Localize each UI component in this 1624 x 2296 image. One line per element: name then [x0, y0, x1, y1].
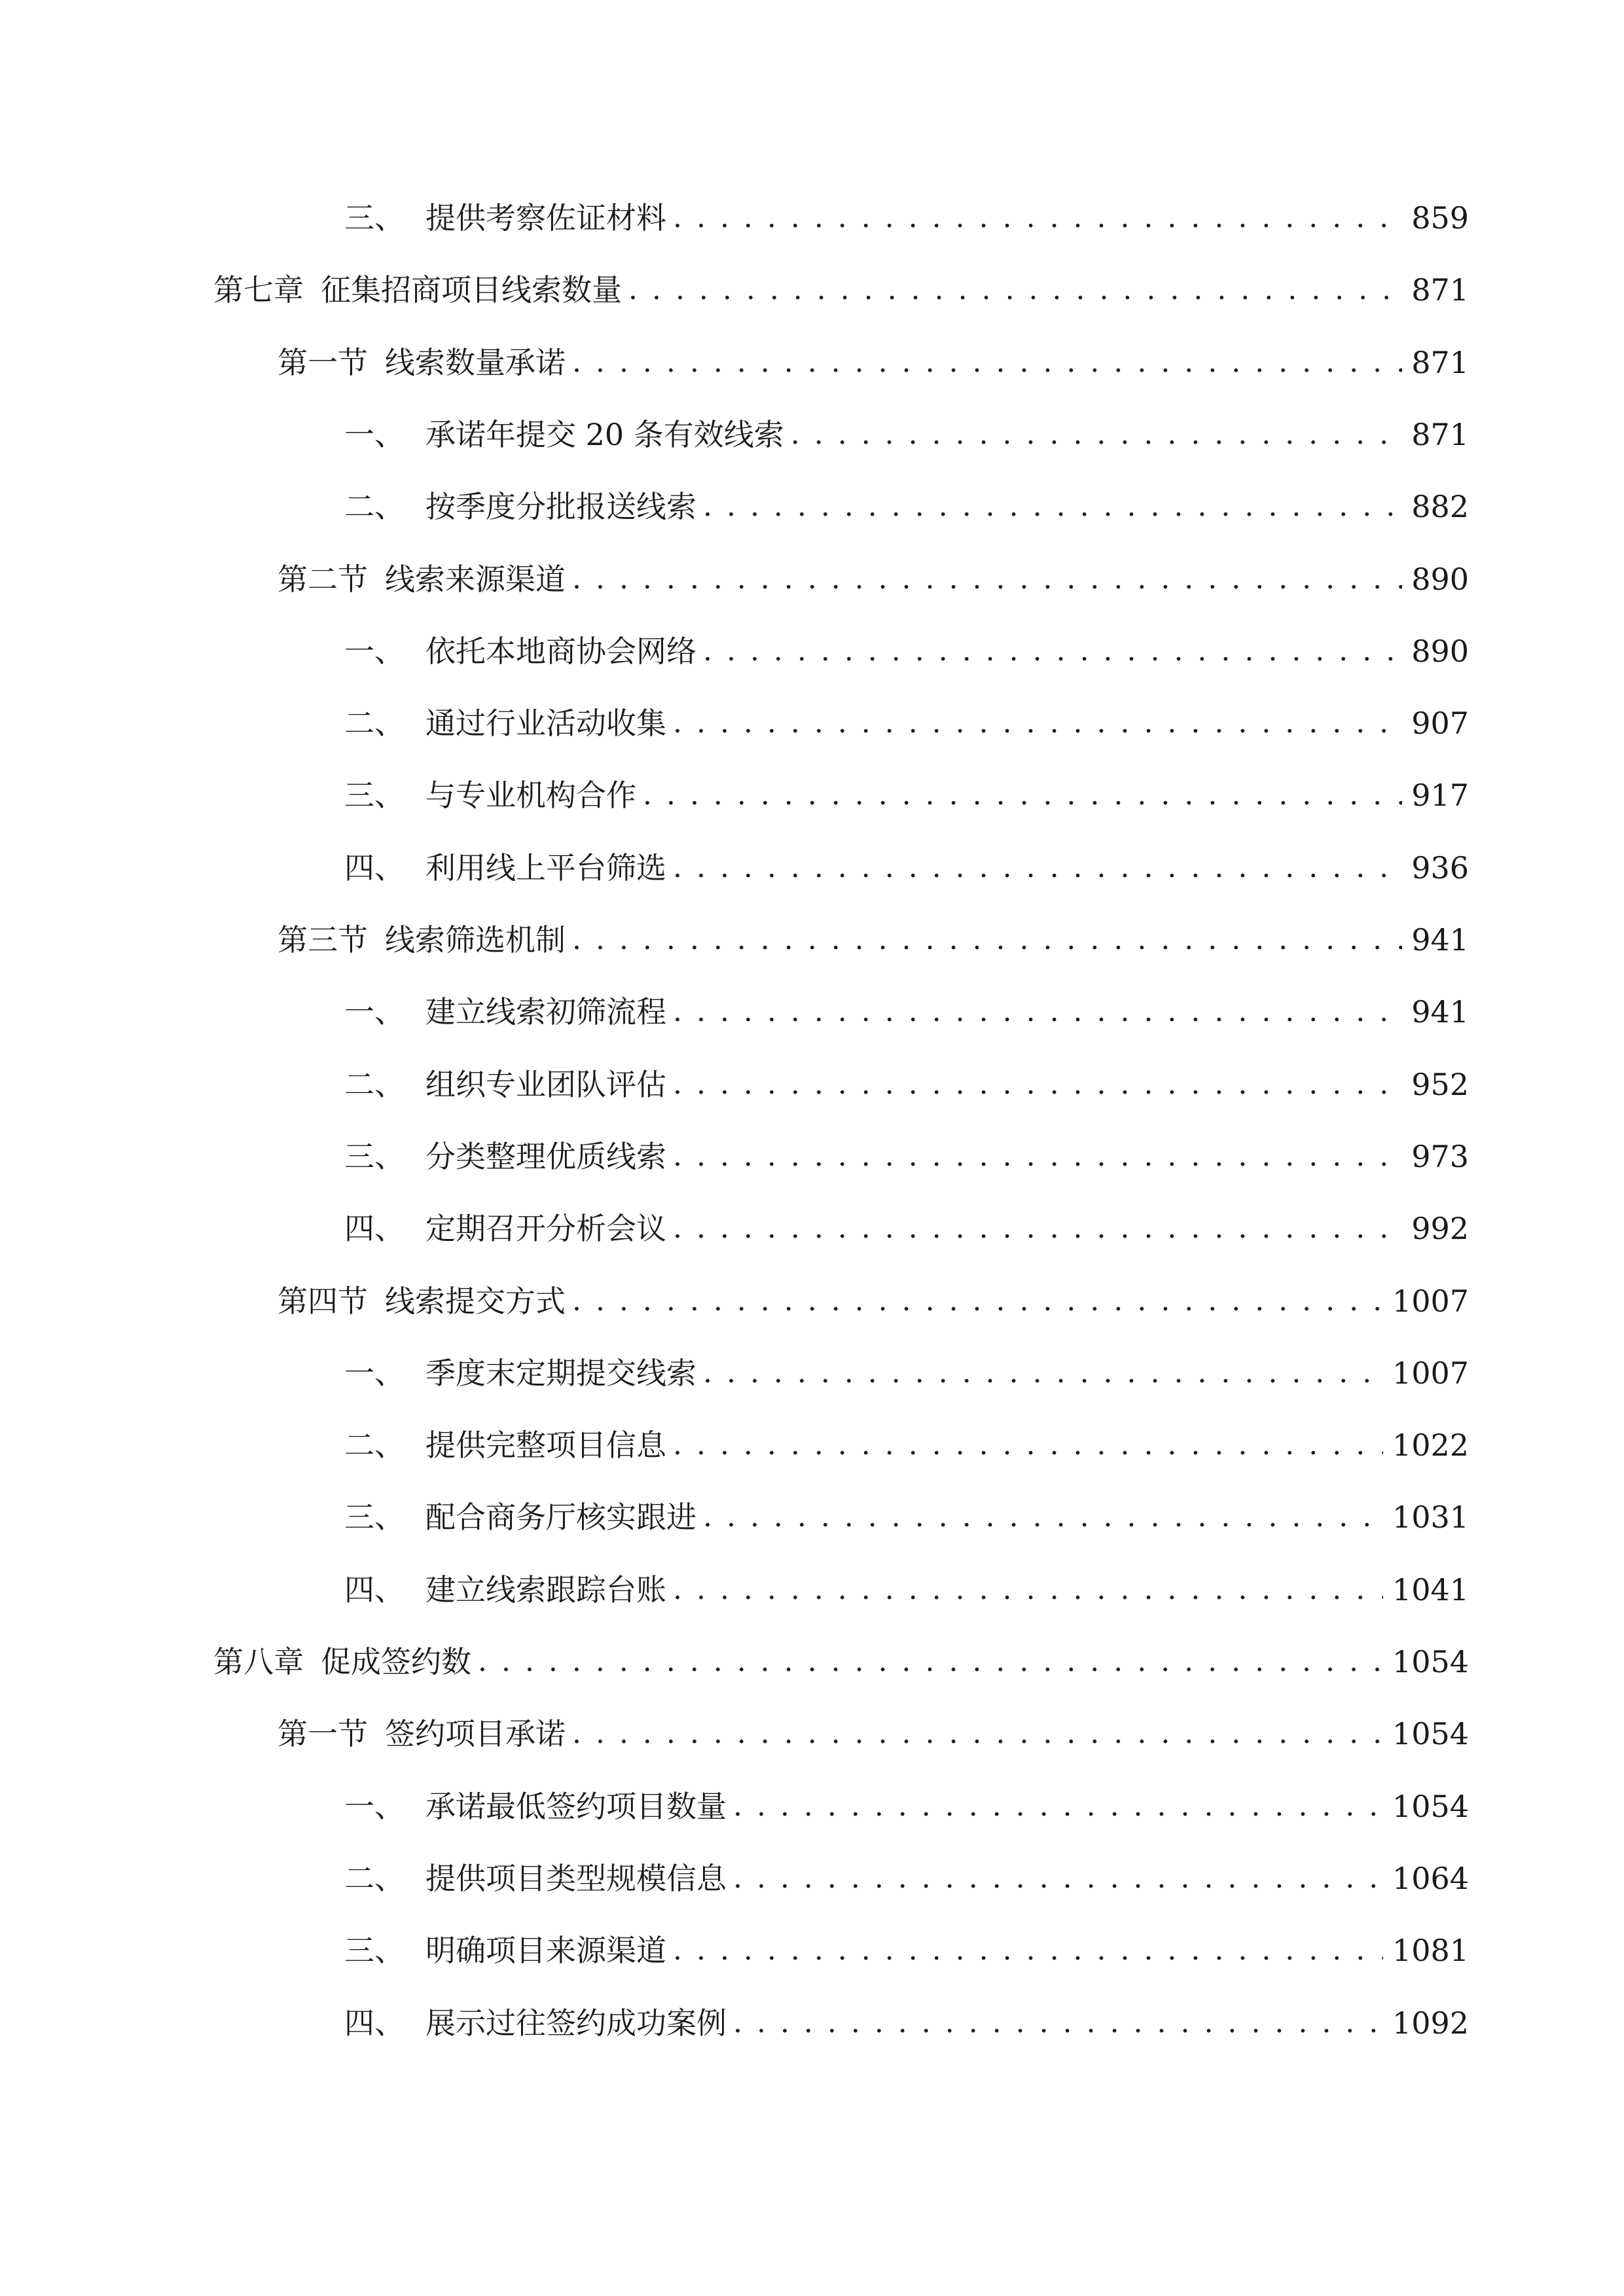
toc-entry[interactable]	[344, 1928, 1469, 1973]
toc-entry-page-number: 1007	[1392, 1355, 1469, 1391]
dot-leader	[572, 917, 1402, 963]
toc-entry-number: 一、	[344, 417, 405, 452]
toc-entry-number: 第二节	[278, 562, 368, 597]
toc-entry-title: 分类整理优质线索	[425, 1139, 666, 1174]
toc-entry-title: 按季度分批报送线索	[425, 489, 696, 524]
toc-entry[interactable]	[344, 772, 1469, 818]
toc-entry-title: 线索提交方式	[385, 1283, 566, 1319]
toc-entry-number: 四、	[344, 1572, 405, 1607]
dot-leader	[572, 340, 1402, 386]
toc-entry-page-number: 1054	[1392, 1716, 1469, 1751]
toc-entry-page-number: 871	[1411, 345, 1469, 380]
toc-entry-title: 依托本地商协会网络	[425, 634, 696, 669]
dot-leader	[791, 412, 1402, 457]
toc-entry-title: 定期召开分析会议	[425, 1211, 666, 1246]
toc-entry-page-number: 859	[1411, 200, 1469, 236]
dot-leader	[673, 1134, 1402, 1179]
dot-leader	[572, 1278, 1383, 1324]
toc-entry[interactable]	[344, 1134, 1469, 1179]
toc-entry-page-number: 1064	[1392, 1861, 1469, 1896]
dot-leader	[673, 1567, 1383, 1613]
toc-entry-title: 组织专业团队评估	[425, 1067, 666, 1102]
toc-entry-number: 二、	[344, 1861, 405, 1896]
toc-entry[interactable]	[344, 195, 1469, 241]
toc-entry-page-number: 1022	[1392, 1427, 1469, 1463]
toc-entry-title: 线索数量承诺	[385, 345, 566, 380]
toc-entry[interactable]	[278, 340, 1469, 386]
dot-leader	[673, 1062, 1402, 1107]
toc-entry-title: 签约项目承诺	[385, 1716, 566, 1751]
toc-entry-number: 一、	[344, 634, 405, 669]
dot-leader	[673, 1928, 1383, 1973]
toc-entry-page-number: 1041	[1392, 1572, 1469, 1607]
toc-entry-page-number: 907	[1411, 706, 1469, 741]
toc-entry-number: 二、	[344, 1067, 405, 1102]
dot-leader	[572, 556, 1402, 602]
toc-entry-title: 展示过往签约成功案例	[425, 2005, 727, 2041]
dot-leader	[673, 195, 1402, 241]
toc-entry[interactable]	[278, 1278, 1469, 1324]
toc-entry-number: 三、	[344, 778, 405, 813]
toc-entry-number: 二、	[344, 1427, 405, 1463]
dot-leader	[673, 1206, 1402, 1251]
dot-leader	[703, 484, 1402, 529]
dot-leader	[703, 1494, 1383, 1540]
toc-entry-number: 第四节	[278, 1283, 368, 1319]
toc-entry-number: 三、	[344, 1139, 405, 1174]
dot-leader	[628, 267, 1402, 313]
toc-entry-number: 第八章	[213, 1644, 304, 1679]
toc-entry-title: 提供考察佐证材料	[425, 200, 666, 236]
toc-entry-page-number: 1054	[1392, 1789, 1469, 1824]
toc-entry[interactable]	[344, 1062, 1469, 1107]
toc-entry[interactable]	[344, 1784, 1469, 1829]
toc-entry-number: 四、	[344, 1211, 405, 1246]
toc-entry[interactable]	[344, 1856, 1469, 1901]
toc-entry[interactable]	[344, 412, 1469, 457]
dot-leader	[733, 1856, 1383, 1901]
toc-entry-number: 一、	[344, 994, 405, 1030]
dot-leader	[673, 989, 1402, 1035]
toc-entry-title: 季度末定期提交线索	[425, 1355, 696, 1391]
toc-entry[interactable]	[344, 1494, 1469, 1540]
toc-entry-page-number: 1054	[1392, 1644, 1469, 1679]
toc-entry-page-number: 871	[1411, 272, 1469, 308]
dot-leader	[733, 2000, 1383, 2046]
toc-entry-title: 通过行业活动收集	[425, 706, 666, 741]
toc-entry-page-number: 936	[1411, 850, 1469, 886]
toc-entry-page-number: 890	[1411, 634, 1469, 669]
toc-entry-title: 建立线索初筛流程	[425, 994, 666, 1030]
toc-entry-number: 三、	[344, 200, 405, 236]
toc-entry-number: 三、	[344, 1933, 405, 1968]
toc-entry-title: 承诺年提交 20 条有效线索	[425, 417, 784, 452]
dot-leader	[572, 1711, 1383, 1757]
toc-entry[interactable]	[278, 1711, 1469, 1757]
dot-leader	[673, 700, 1402, 746]
toc-entry[interactable]	[344, 845, 1469, 891]
toc-entry[interactable]	[213, 267, 1469, 313]
toc-entry-title: 提供完整项目信息	[425, 1427, 666, 1463]
toc-entry[interactable]	[278, 556, 1469, 602]
toc-entry-page-number: 973	[1411, 1139, 1469, 1174]
dot-leader	[643, 772, 1402, 818]
toc-entry-number: 第一节	[278, 1716, 368, 1751]
toc-entry-page-number: 1007	[1392, 1283, 1469, 1319]
toc-entry[interactable]	[344, 700, 1469, 746]
toc-entry-page-number: 952	[1411, 1067, 1469, 1102]
toc-entry-page-number: 1081	[1392, 1933, 1469, 1968]
toc-entry-title: 线索来源渠道	[385, 562, 566, 597]
dot-leader	[478, 1639, 1383, 1685]
dot-leader	[703, 628, 1402, 674]
toc-entry-title: 建立线索跟踪台账	[425, 1572, 666, 1607]
toc-entry-title: 促成签约数	[321, 1644, 471, 1679]
toc-entry[interactable]	[213, 1639, 1469, 1685]
toc-entry-title: 与专业机构合作	[425, 778, 636, 813]
toc-entry-number: 第一节	[278, 345, 368, 380]
toc-entry[interactable]	[344, 989, 1469, 1035]
toc-entry-title: 提供项目类型规模信息	[425, 1861, 727, 1896]
toc-entry-page-number: 941	[1411, 994, 1469, 1030]
toc-entry-page-number: 1031	[1392, 1499, 1469, 1535]
toc-entry-number: 四、	[344, 2005, 405, 2041]
toc-entry[interactable]	[344, 1422, 1469, 1468]
toc-entry-page-number: 917	[1411, 778, 1469, 813]
toc-entry[interactable]	[344, 484, 1469, 529]
toc-entry-page-number: 992	[1411, 1211, 1469, 1246]
toc-entry-title: 明确项目来源渠道	[425, 1933, 666, 1968]
toc-entry-title: 配合商务厅核实跟进	[425, 1499, 696, 1535]
toc-entry[interactable]	[344, 2000, 1469, 2046]
toc-entry[interactable]	[344, 1567, 1469, 1613]
toc-entry-number: 四、	[344, 850, 405, 886]
dot-leader	[673, 845, 1402, 891]
toc-entry-number: 二、	[344, 706, 405, 741]
toc-entry-number: 第三节	[278, 922, 368, 958]
toc-entry-number: 一、	[344, 1789, 405, 1824]
toc-entry-title: 征集招商项目线索数量	[321, 272, 622, 308]
toc-entry-title: 承诺最低签约项目数量	[425, 1789, 727, 1824]
toc-entry-number: 第七章	[213, 272, 304, 308]
toc-entry[interactable]	[278, 917, 1469, 963]
dot-leader	[673, 1422, 1383, 1468]
toc-entry-page-number: 882	[1411, 489, 1469, 524]
toc-entry-page-number: 871	[1411, 417, 1469, 452]
toc-entry[interactable]	[344, 1206, 1469, 1251]
dot-leader	[733, 1784, 1383, 1829]
toc-entry-page-number: 941	[1411, 922, 1469, 958]
toc-entry-title: 利用线上平台筛选	[425, 850, 666, 886]
toc-entry-title: 线索筛选机制	[385, 922, 566, 958]
toc-entry-number: 一、	[344, 1355, 405, 1391]
toc-entry-number: 二、	[344, 489, 405, 524]
toc-entry-number: 三、	[344, 1499, 405, 1535]
toc-entry[interactable]	[344, 1350, 1469, 1396]
dot-leader	[703, 1350, 1383, 1396]
toc-entry-page-number: 1092	[1392, 2005, 1469, 2041]
toc-entry[interactable]	[344, 628, 1469, 674]
toc-entry-page-number: 890	[1411, 562, 1469, 597]
